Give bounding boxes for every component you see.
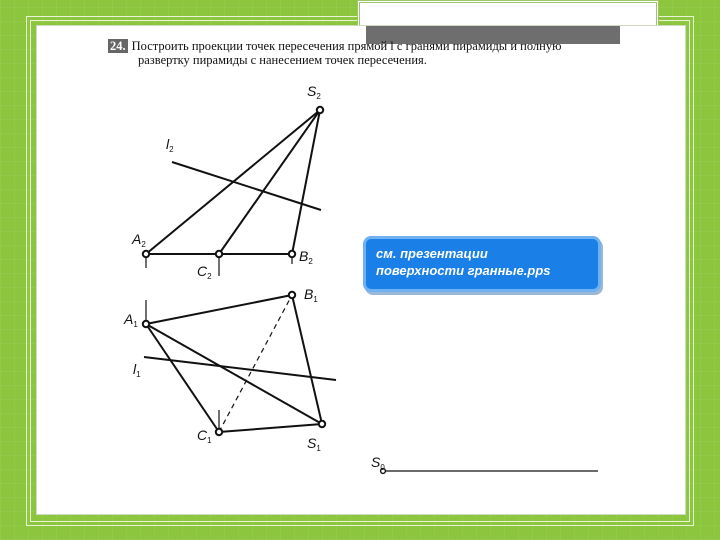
point-c2: [216, 251, 222, 257]
label-b2: $B_2$: [299, 248, 313, 266]
edge-a1-b1: [146, 295, 292, 324]
task-line-2: развертку пирамиды с нанесением точек пересечения.: [138, 53, 427, 67]
callout-line-1: см. презентации: [376, 246, 488, 261]
point-c1: [216, 429, 222, 435]
label-l2: $l_2$: [166, 136, 174, 154]
point-s2: [317, 107, 323, 113]
line-l2: [172, 162, 321, 210]
point-s1: [319, 421, 325, 427]
edge-b1-s1: [292, 295, 322, 424]
label-s2: $S_2$: [307, 83, 321, 101]
task-line-1-text: Построить проекции точек пересечения прямой l с гранями пирамиды и полную: [131, 39, 562, 53]
presentation-link-callout[interactable]: [363, 236, 601, 292]
callout-line-2: поверхности гранные.pps: [376, 263, 551, 278]
label-c2: $C_2$: [197, 263, 212, 281]
point-b1: [289, 292, 295, 298]
point-a1: [143, 321, 149, 327]
task-number: 24.: [110, 39, 126, 53]
point-b2: [289, 251, 295, 257]
label-a2: $A_2$: [132, 231, 146, 249]
edge-a1-s1: [146, 324, 322, 424]
label-s1: $S_1$: [307, 435, 321, 453]
label-s0: $S_0$: [371, 454, 385, 472]
label-b1: $B_1$: [304, 286, 318, 304]
label-a1: $A_1$: [124, 311, 138, 329]
label-l1: $l_1$: [133, 361, 141, 379]
edge-c1-s1: [219, 424, 322, 432]
edge-c1-b1-hidden: [219, 295, 292, 432]
label-c1: $C_1$: [197, 427, 212, 445]
edge-a1-c1: [146, 324, 219, 432]
